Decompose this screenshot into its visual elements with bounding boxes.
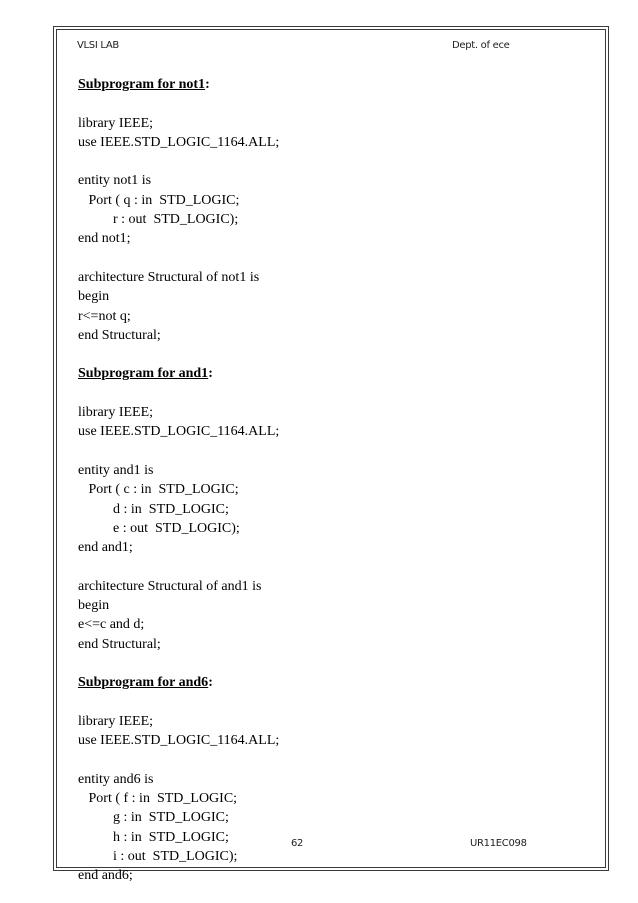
code-line: use IEEE.STD_LOGIC_1164.ALL; — [78, 733, 280, 749]
code-line: g : in STD_LOGIC; — [78, 810, 229, 826]
code-line: r : out STD_LOGIC); — [78, 212, 239, 228]
section-heading-text: Subprogram for not1 — [78, 77, 206, 92]
code-line — [78, 94, 578, 113]
code-line — [78, 152, 578, 171]
code-line: begin — [78, 598, 110, 614]
code-line: entity and1 is — [78, 462, 154, 478]
code-line: end Structural; — [78, 636, 161, 652]
header-lab-name: VLSI LAB — [77, 40, 119, 51]
code-line: entity not1 is — [78, 173, 152, 189]
code-line: i : out STD_LOGIC); — [78, 848, 238, 864]
footer-document-id: UR11EC098 — [470, 838, 527, 849]
code-line: end not1; — [78, 231, 131, 247]
code-line — [78, 249, 578, 268]
footer-page-number: 62 — [291, 838, 304, 849]
code-line: use IEEE.STD_LOGIC_1164.ALL; — [78, 134, 280, 150]
code-line: Port ( f : in STD_LOGIC; — [78, 790, 238, 806]
section-heading-text: Subprogram for and1 — [78, 366, 209, 382]
code-line: r<=not q; — [78, 308, 131, 324]
code-line: Port ( c : in STD_LOGIC; — [78, 482, 239, 498]
section-heading-not1 — [78, 75, 578, 94]
code-line: library IEEE; — [78, 405, 154, 421]
code-line — [78, 693, 578, 712]
code-line: e : out STD_LOGIC); — [78, 520, 240, 536]
code-line: end and6; — [78, 868, 133, 884]
header-department: Dept. of ece — [452, 40, 510, 51]
code-line — [78, 654, 578, 673]
code-line: e<=c and d; — [78, 617, 145, 633]
code-line: architecture Structural of and1 is — [78, 578, 262, 594]
code-line: entity and6 is — [78, 771, 154, 787]
code-line: h : in STD_LOGIC; — [78, 829, 229, 845]
code-line: end and1; — [78, 540, 133, 556]
code-line — [78, 384, 578, 403]
section-heading-colon: : — [208, 675, 213, 691]
section-heading-and1 — [78, 364, 578, 383]
code-line: begin — [78, 289, 110, 305]
section-heading-colon: : — [208, 366, 213, 382]
code-line: library IEEE; — [78, 115, 154, 131]
code-line — [78, 442, 578, 461]
section-heading-colon: : — [205, 77, 210, 92]
code-line: library IEEE; — [78, 713, 154, 729]
code-line: Port ( q : in STD_LOGIC; — [78, 192, 240, 208]
section-heading-and6 — [78, 673, 578, 692]
code-line — [78, 557, 578, 576]
code-listing — [78, 75, 578, 885]
section-heading-text: Subprogram for and6 — [78, 675, 209, 691]
code-line — [78, 345, 578, 364]
code-line: use IEEE.STD_LOGIC_1164.ALL; — [78, 424, 280, 440]
code-line: end Structural; — [78, 327, 161, 343]
code-line — [78, 750, 578, 769]
code-line: d : in STD_LOGIC; — [78, 501, 229, 517]
code-line: architecture Structural of not1 is — [78, 269, 260, 285]
